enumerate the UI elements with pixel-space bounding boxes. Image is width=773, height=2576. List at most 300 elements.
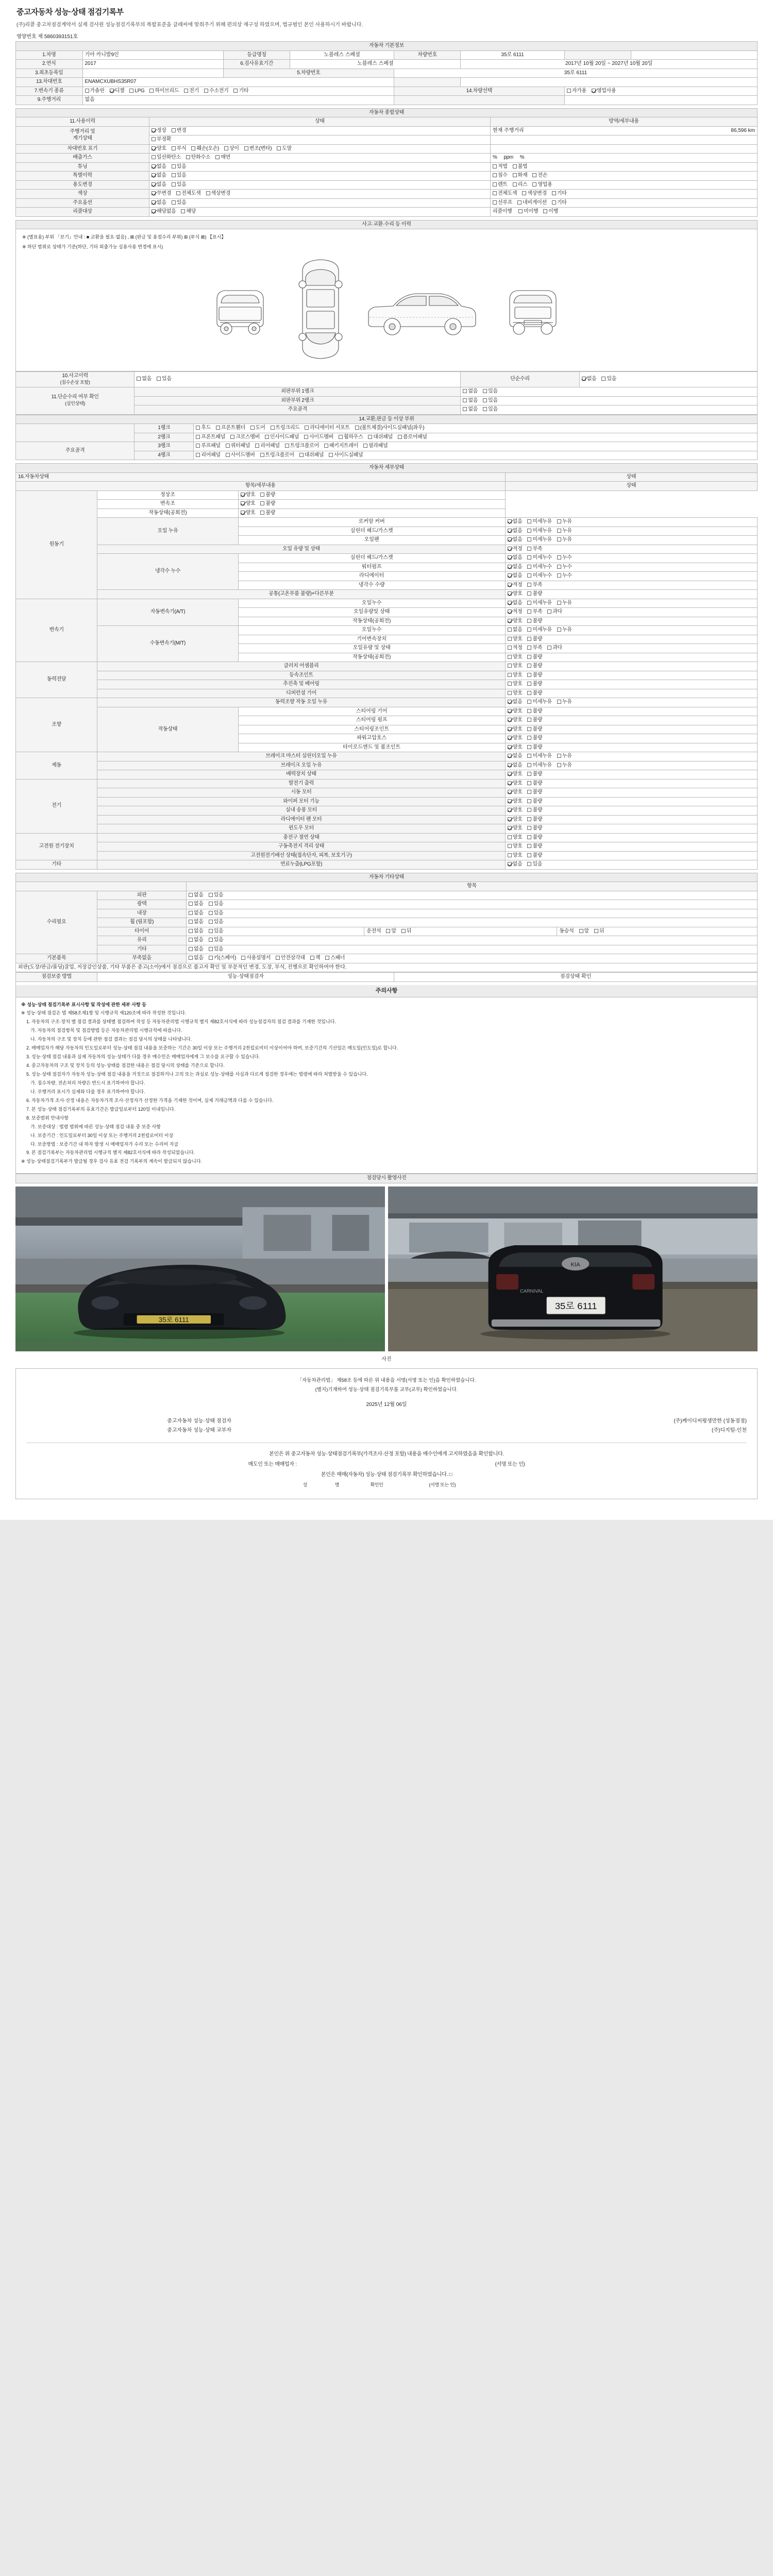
opt-vin-good[interactable]: 양호 bbox=[152, 146, 166, 152]
opt-양호[interactable]: 양호 bbox=[241, 501, 256, 507]
checkbox[interactable] bbox=[508, 781, 512, 785]
parts-rank-2-items[interactable] bbox=[194, 433, 758, 442]
checkbox[interactable] bbox=[508, 862, 512, 866]
opt-vin-damage[interactable]: 훼손(오손) bbox=[191, 146, 219, 152]
checkbox[interactable] bbox=[527, 673, 531, 677]
opt-part-dash-panel-2[interactable]: 대쉬패널 bbox=[299, 452, 324, 459]
opt-불량[interactable]: 불량 bbox=[527, 690, 542, 697]
checkbox[interactable] bbox=[557, 628, 561, 632]
status-options[interactable] bbox=[505, 698, 757, 707]
checkbox[interactable] bbox=[508, 583, 512, 587]
status-options[interactable] bbox=[505, 779, 757, 788]
status-options[interactable] bbox=[505, 842, 757, 852]
checkbox[interactable] bbox=[527, 619, 531, 623]
special-options[interactable] bbox=[149, 172, 491, 181]
opt-불량[interactable]: 불량 bbox=[527, 843, 542, 850]
opt-누수[interactable]: 누수 bbox=[557, 555, 572, 562]
opt-양호[interactable]: 양호 bbox=[508, 735, 523, 742]
checkbox[interactable] bbox=[508, 709, 512, 713]
opt-있음[interactable]: 있음 bbox=[527, 861, 542, 868]
checkbox[interactable] bbox=[508, 555, 512, 560]
checkbox[interactable] bbox=[527, 529, 531, 533]
opt-part-pillar-panel[interactable]: 필라패널 bbox=[363, 443, 388, 450]
opt-fuel-hybrid[interactable]: 하이브리드 bbox=[149, 88, 179, 95]
opt-미세누유[interactable]: 미세누유 bbox=[527, 519, 551, 526]
checkbox[interactable] bbox=[527, 817, 531, 821]
opt-basic-spanner[interactable]: 스패너 bbox=[325, 955, 345, 962]
checkbox[interactable] bbox=[508, 619, 512, 623]
opt-양호[interactable]: 양호 bbox=[508, 681, 523, 688]
opt-불량[interactable]: 불량 bbox=[527, 744, 542, 751]
opt-없음[interactable]: 없음 bbox=[508, 528, 523, 535]
opt-불량[interactable]: 불량 bbox=[527, 853, 542, 859]
opt-color-single[interactable]: 자가용 bbox=[567, 88, 586, 95]
checkbox[interactable] bbox=[527, 790, 531, 794]
opt-recall-na[interactable]: 해당없음 bbox=[152, 209, 176, 215]
vin-mark-options[interactable] bbox=[149, 144, 491, 154]
checkbox[interactable] bbox=[527, 835, 531, 839]
opt-미세누유[interactable]: 미세누유 bbox=[527, 600, 551, 607]
opt-part-front-panel[interactable]: 프론트패널 bbox=[196, 434, 225, 441]
opt-불량[interactable]: 불량 bbox=[527, 807, 542, 814]
opt-양호[interactable]: 양호 bbox=[508, 799, 523, 805]
checkbox[interactable] bbox=[547, 646, 551, 650]
opt-color-full[interactable]: 전체도색 bbox=[176, 191, 200, 197]
usage-change-sub-options[interactable] bbox=[490, 180, 757, 190]
opt-적정[interactable]: 적정 bbox=[508, 546, 523, 553]
checkbox[interactable] bbox=[260, 501, 264, 505]
status-options[interactable] bbox=[505, 617, 757, 626]
opt-tuning-none[interactable]: 없음 bbox=[152, 164, 166, 171]
opt-fuel-etc[interactable]: 기타 bbox=[233, 88, 248, 95]
opt-etc-yes[interactable]: 있음 bbox=[209, 946, 224, 953]
opt-미세누수[interactable]: 미세누수 bbox=[527, 573, 551, 580]
opt-panel1-none[interactable]: 없음 bbox=[463, 388, 478, 395]
opt-interior-yes[interactable]: 있음 bbox=[209, 910, 224, 917]
opt-color-biz[interactable]: 영업사용 bbox=[592, 88, 616, 95]
status-options[interactable] bbox=[505, 851, 757, 860]
opt-part-front-fender[interactable]: 프론트휀더 bbox=[216, 425, 245, 432]
opt-불량[interactable]: 불량 bbox=[527, 708, 542, 715]
status-options[interactable] bbox=[505, 644, 757, 653]
status-options[interactable] bbox=[505, 707, 757, 716]
checkbox[interactable] bbox=[527, 853, 531, 857]
checkbox[interactable] bbox=[527, 727, 531, 731]
opt-vin-diff[interactable]: 상이 bbox=[224, 146, 239, 152]
opt-basic-key[interactable]: 키(스페어) bbox=[209, 955, 237, 962]
checkbox[interactable] bbox=[527, 646, 531, 650]
opt-option-etc[interactable]: 기타 bbox=[552, 200, 567, 207]
opt-양호[interactable]: 양호 bbox=[241, 492, 256, 499]
opt-usage-none[interactable]: 없음 bbox=[152, 182, 166, 189]
recall-sub-options[interactable] bbox=[490, 208, 757, 217]
checkbox[interactable] bbox=[527, 601, 531, 605]
checkbox[interactable] bbox=[557, 763, 561, 767]
parts-rank-3-items[interactable] bbox=[194, 442, 758, 451]
status-options[interactable] bbox=[505, 824, 757, 834]
opt-없음[interactable]: 없음 bbox=[508, 564, 523, 571]
opt-meter-normal[interactable]: 정상 bbox=[152, 128, 166, 134]
opt-part-rear-panel[interactable]: 리어패널 bbox=[255, 443, 279, 450]
opt-양호[interactable]: 양호 bbox=[508, 672, 523, 679]
opt-mainopt-none[interactable]: 없음 bbox=[152, 200, 166, 207]
opt-미세누수[interactable]: 미세누수 bbox=[527, 564, 551, 571]
checkbox[interactable] bbox=[508, 745, 512, 749]
opt-미세누유[interactable]: 미세누유 bbox=[527, 537, 551, 544]
checkbox[interactable] bbox=[527, 862, 531, 866]
opt-vin-mod[interactable]: 변조(변타) bbox=[244, 146, 272, 152]
extra-tire-options[interactable] bbox=[186, 927, 364, 936]
checkbox[interactable] bbox=[508, 835, 512, 839]
checkbox[interactable] bbox=[527, 682, 531, 686]
opt-불량[interactable]: 불량 bbox=[527, 717, 542, 724]
checkbox[interactable] bbox=[508, 790, 512, 794]
status-options[interactable] bbox=[505, 590, 757, 599]
opt-part-trunk-floor-2[interactable]: 트렁크플로어 bbox=[260, 452, 294, 459]
opt-없음[interactable]: 없음 bbox=[508, 519, 523, 526]
opt-불량[interactable]: 불량 bbox=[527, 672, 542, 679]
opt-누유[interactable]: 누유 bbox=[557, 537, 572, 544]
extra-wheel-options[interactable] bbox=[186, 918, 757, 927]
opt-적정[interactable]: 적정 bbox=[508, 582, 523, 589]
checkbox[interactable] bbox=[557, 754, 561, 758]
opt-usage-biz[interactable]: 영업용 bbox=[532, 182, 552, 189]
opt-부족[interactable]: 부족 bbox=[527, 546, 542, 553]
opt-frame-yes[interactable]: 있음 bbox=[483, 406, 498, 413]
status-options[interactable] bbox=[505, 833, 757, 842]
opt-불량[interactable]: 불량 bbox=[527, 681, 542, 688]
opt-part-side-member-2[interactable]: 사이드멤버 bbox=[226, 452, 255, 459]
opt-없음[interactable]: 없음 bbox=[508, 627, 523, 634]
opt-양호[interactable]: 양호 bbox=[508, 663, 523, 670]
checkbox[interactable] bbox=[527, 763, 531, 767]
opt-usage-rent[interactable]: 렌트 bbox=[493, 182, 508, 189]
opt-accident-none[interactable]: 없음 bbox=[137, 376, 152, 383]
opt-없음[interactable]: 없음 bbox=[508, 600, 523, 607]
opt-part-dash-panel[interactable]: 대쉬패널 bbox=[368, 434, 392, 441]
opt-part-package-tray[interactable]: 패키지트레이 bbox=[324, 443, 358, 450]
checkbox[interactable] bbox=[527, 537, 531, 541]
status-options[interactable] bbox=[505, 788, 757, 798]
opt-불량[interactable]: 불량 bbox=[527, 591, 542, 598]
status-options[interactable] bbox=[505, 752, 757, 761]
status-options[interactable] bbox=[505, 599, 757, 608]
opt-양호[interactable]: 양호 bbox=[508, 853, 523, 859]
opt-양호[interactable]: 양호 bbox=[508, 744, 523, 751]
opt-없음[interactable]: 없음 bbox=[508, 762, 523, 769]
status-options[interactable] bbox=[505, 626, 757, 635]
status-options[interactable] bbox=[505, 536, 757, 545]
opt-누유[interactable]: 누유 bbox=[557, 753, 572, 760]
checkbox[interactable] bbox=[508, 691, 512, 695]
opt-special-flood[interactable]: 침수 bbox=[493, 173, 508, 179]
status-options[interactable] bbox=[505, 680, 757, 689]
opt-불량[interactable]: 불량 bbox=[527, 771, 542, 778]
opt-glass-yes[interactable]: 있음 bbox=[209, 937, 224, 944]
checkbox[interactable] bbox=[508, 799, 512, 803]
opt-불량[interactable]: 불량 bbox=[527, 735, 542, 742]
status-options[interactable] bbox=[505, 635, 757, 644]
opt-part-quarter-panel[interactable]: 쿼터패널 bbox=[226, 443, 250, 450]
status-options[interactable] bbox=[505, 815, 757, 824]
opt-tire-front-l[interactable]: 앞 bbox=[386, 928, 396, 935]
status-options[interactable] bbox=[238, 500, 505, 509]
opt-simple-none[interactable]: 없음 bbox=[582, 376, 597, 383]
checkbox[interactable] bbox=[527, 591, 531, 596]
opt-interior-none[interactable]: 없음 bbox=[189, 910, 204, 917]
status-options[interactable] bbox=[505, 770, 757, 779]
checkbox[interactable] bbox=[527, 826, 531, 830]
mileage-state-options-2[interactable] bbox=[149, 135, 491, 145]
opt-part-floor-panel[interactable]: 플로어패널 bbox=[398, 434, 427, 441]
opt-양호[interactable]: 양호 bbox=[508, 591, 523, 598]
opt-없음[interactable]: 없음 bbox=[508, 861, 523, 868]
opt-emission-hc[interactable]: 탄화수소 bbox=[186, 155, 210, 161]
opt-simple-yes[interactable]: 있음 bbox=[601, 376, 616, 383]
opt-부족[interactable]: 부족 bbox=[527, 582, 542, 589]
status-options[interactable] bbox=[505, 725, 757, 734]
opt-panel2-yes[interactable]: 있음 bbox=[483, 398, 498, 404]
extra-basic-items-options[interactable] bbox=[186, 954, 757, 963]
opt-양호[interactable]: 양호 bbox=[508, 717, 523, 724]
checkbox[interactable] bbox=[527, 664, 531, 668]
extra-etc-options[interactable] bbox=[186, 945, 757, 954]
status-options[interactable] bbox=[505, 527, 757, 536]
status-options[interactable] bbox=[505, 716, 757, 725]
checkbox[interactable] bbox=[260, 493, 264, 497]
opt-recall-done[interactable]: 이행 bbox=[543, 209, 558, 215]
opt-tuning-legal[interactable]: 적법 bbox=[493, 164, 508, 171]
opt-recall-yes[interactable]: 해당 bbox=[181, 209, 196, 215]
checkbox[interactable] bbox=[241, 501, 245, 505]
special-sub-options[interactable] bbox=[490, 172, 757, 181]
opt-panel1-yes[interactable]: 있음 bbox=[483, 388, 498, 395]
opt-part-side-sill-2[interactable]: 사이드실패널 bbox=[329, 452, 363, 459]
status-options[interactable] bbox=[238, 490, 505, 500]
opt-tire-front-r[interactable]: 뒤 bbox=[401, 928, 411, 935]
checkbox[interactable] bbox=[547, 609, 551, 614]
opt-양호[interactable]: 양호 bbox=[508, 726, 523, 733]
checkbox[interactable] bbox=[557, 519, 561, 523]
checkbox[interactable] bbox=[527, 609, 531, 614]
opt-part-cross-member[interactable]: 크로스멤버 bbox=[230, 434, 260, 441]
opt-color-nochange[interactable]: 무변경 bbox=[152, 191, 171, 197]
status-options[interactable] bbox=[238, 509, 505, 518]
opt-양호[interactable]: 양호 bbox=[508, 636, 523, 643]
status-options[interactable] bbox=[505, 734, 757, 743]
extra-interior-options[interactable] bbox=[186, 909, 757, 918]
opt-양호[interactable]: 양호 bbox=[508, 807, 523, 814]
opt-etc-none[interactable]: 없음 bbox=[189, 946, 204, 953]
main-option-sub[interactable] bbox=[490, 198, 757, 208]
opt-양호[interactable]: 양호 bbox=[508, 825, 523, 832]
accident-history-options[interactable] bbox=[135, 372, 461, 387]
opt-과다[interactable]: 과다 bbox=[547, 645, 562, 652]
checkbox[interactable] bbox=[527, 628, 531, 632]
opt-tuning-yes[interactable]: 있음 bbox=[172, 164, 187, 171]
opt-미세누유[interactable]: 미세누유 bbox=[527, 762, 551, 769]
opt-recall-notdone[interactable]: 미이행 bbox=[518, 209, 538, 215]
opt-outer-yes[interactable]: 있음 bbox=[209, 892, 224, 899]
checkbox[interactable] bbox=[508, 646, 512, 650]
opt-meter-inaccurate[interactable]: 부정확 bbox=[152, 137, 171, 143]
opt-누유[interactable]: 누유 bbox=[557, 600, 572, 607]
checkbox[interactable] bbox=[527, 573, 531, 578]
opt-없음[interactable]: 없음 bbox=[508, 753, 523, 760]
opt-적정[interactable]: 적정 bbox=[508, 609, 523, 616]
opt-양호[interactable]: 양호 bbox=[508, 817, 523, 823]
outer-panel-2-options[interactable] bbox=[461, 396, 758, 405]
tuning-sub-options[interactable] bbox=[490, 162, 757, 172]
opt-부족[interactable]: 부족 bbox=[527, 645, 542, 652]
simple-repair-options[interactable] bbox=[579, 372, 757, 387]
checkbox[interactable] bbox=[508, 537, 512, 541]
opt-part-hood[interactable]: 후드 bbox=[196, 425, 211, 432]
opt-누유[interactable]: 누유 bbox=[557, 762, 572, 769]
opt-wheel-none[interactable]: 없음 bbox=[189, 919, 204, 926]
color-sub-options[interactable] bbox=[490, 190, 757, 199]
opt-wheel-yes[interactable]: 있음 bbox=[209, 919, 224, 926]
opt-과다[interactable]: 과다 bbox=[547, 609, 562, 616]
checkbox[interactable] bbox=[508, 591, 512, 596]
opt-glass-none[interactable]: 없음 bbox=[189, 937, 204, 944]
checkbox[interactable] bbox=[527, 637, 531, 641]
opt-part-door[interactable]: 도어 bbox=[250, 425, 265, 432]
emission-options[interactable] bbox=[149, 154, 491, 163]
status-options[interactable] bbox=[505, 797, 757, 806]
checkbox[interactable] bbox=[508, 763, 512, 767]
opt-vin-corrosion[interactable]: 부식 bbox=[172, 146, 187, 152]
opt-적정[interactable]: 적정 bbox=[508, 645, 523, 652]
opt-tire-rear-r[interactable]: 뒤 bbox=[594, 928, 604, 935]
opt-part-rear-panel-2[interactable]: 리어패널 bbox=[196, 452, 220, 459]
status-options[interactable] bbox=[505, 806, 757, 816]
opt-fuel-diesel[interactable]: 디젤 bbox=[110, 88, 125, 95]
opt-불량[interactable]: 불량 bbox=[527, 817, 542, 823]
status-options[interactable] bbox=[505, 761, 757, 770]
opt-vin-erase[interactable]: 도말 bbox=[277, 146, 292, 152]
opt-fuel-lpg[interactable]: LPG bbox=[129, 88, 144, 95]
checkbox[interactable] bbox=[557, 565, 561, 569]
checkbox[interactable] bbox=[557, 700, 561, 704]
opt-불량[interactable]: 불량 bbox=[527, 636, 542, 643]
opt-불량[interactable]: 불량 bbox=[527, 825, 542, 832]
checkbox[interactable] bbox=[508, 817, 512, 821]
opt-불량[interactable]: 불량 bbox=[260, 510, 275, 517]
photo-rear[interactable] bbox=[388, 1187, 758, 1351]
opt-없음[interactable]: 없음 bbox=[508, 699, 523, 706]
opt-special-none[interactable]: 없음 bbox=[152, 173, 166, 179]
checkbox[interactable] bbox=[557, 529, 561, 533]
mileage-state-options[interactable] bbox=[149, 126, 491, 135]
checkbox[interactable] bbox=[527, 781, 531, 785]
checkbox[interactable] bbox=[508, 565, 512, 569]
opt-없음[interactable]: 없음 bbox=[508, 573, 523, 580]
status-options[interactable] bbox=[505, 662, 757, 671]
opt-color-changed[interactable]: 색상변경 bbox=[206, 191, 230, 197]
checkbox[interactable] bbox=[557, 601, 561, 605]
opt-불량[interactable]: 불량 bbox=[527, 654, 542, 661]
opt-미세누유[interactable]: 미세누유 bbox=[527, 627, 551, 634]
opt-color-sub-full[interactable]: 전체도색 bbox=[493, 191, 517, 197]
photo-front[interactable] bbox=[15, 1187, 385, 1351]
transmission-options[interactable] bbox=[82, 87, 394, 96]
checkbox[interactable] bbox=[527, 772, 531, 776]
opt-color-sub-etc[interactable]: 기타 bbox=[552, 191, 567, 197]
status-options[interactable] bbox=[505, 671, 757, 680]
opt-tire-rear-l[interactable]: 앞 bbox=[579, 928, 589, 935]
opt-sunroof[interactable]: 선루프 bbox=[493, 200, 512, 207]
checkbox[interactable] bbox=[527, 547, 531, 551]
checkbox[interactable] bbox=[527, 808, 531, 812]
tuning-options[interactable] bbox=[149, 162, 491, 172]
usage-change-options[interactable] bbox=[149, 180, 491, 190]
opt-fuel-electric[interactable]: 전기 bbox=[184, 88, 199, 95]
status-options[interactable] bbox=[505, 581, 757, 590]
opt-미세누유[interactable]: 미세누유 bbox=[527, 753, 551, 760]
extra-glass-options[interactable] bbox=[186, 936, 757, 945]
checkbox[interactable] bbox=[508, 772, 512, 776]
checkbox[interactable] bbox=[508, 628, 512, 632]
parts-rank-4-items[interactable] bbox=[194, 451, 758, 460]
opt-usage-lease[interactable]: 리스 bbox=[513, 182, 528, 189]
opt-불량[interactable]: 불량 bbox=[527, 781, 542, 787]
opt-polish-none[interactable]: 없음 bbox=[189, 901, 204, 908]
opt-special-yes[interactable]: 있음 bbox=[172, 173, 187, 179]
opt-part-side-sill[interactable]: (볼트체결)사이드실패널(좌우) bbox=[355, 425, 424, 432]
checkbox[interactable] bbox=[508, 655, 512, 659]
opt-basic-triangle[interactable]: 안전삼각대 bbox=[276, 955, 305, 962]
opt-tuning-illegal[interactable]: 불법 bbox=[513, 164, 528, 171]
opt-미세누수[interactable]: 미세누수 bbox=[527, 555, 551, 562]
opt-emission-co[interactable]: 일산화탄소 bbox=[152, 155, 181, 161]
status-options[interactable] bbox=[505, 608, 757, 617]
checkbox[interactable] bbox=[508, 736, 512, 740]
opt-양호[interactable]: 양호 bbox=[508, 771, 523, 778]
opt-양호[interactable]: 양호 bbox=[241, 510, 256, 517]
status-options[interactable] bbox=[505, 563, 757, 572]
checkbox[interactable] bbox=[508, 547, 512, 551]
opt-양호[interactable]: 양호 bbox=[508, 654, 523, 661]
opt-mainopt-yes[interactable]: 있음 bbox=[172, 200, 187, 207]
parts-rank-1-items[interactable] bbox=[194, 424, 758, 433]
opt-불량[interactable]: 불량 bbox=[527, 618, 542, 625]
checkbox[interactable] bbox=[527, 718, 531, 722]
opt-part-trunk-floor[interactable]: 트렁크플로어 bbox=[285, 443, 319, 450]
opt-부족[interactable]: 부족 bbox=[527, 609, 542, 616]
outer-panel-1-options[interactable] bbox=[461, 387, 758, 397]
checkbox[interactable] bbox=[241, 511, 245, 515]
extra-polish-options[interactable] bbox=[186, 900, 757, 909]
opt-불량[interactable]: 불량 bbox=[527, 663, 542, 670]
opt-special-total[interactable]: 전손 bbox=[532, 173, 547, 179]
opt-없음[interactable]: 없음 bbox=[508, 537, 523, 544]
options-values[interactable] bbox=[564, 87, 757, 96]
opt-part-wheel-house[interactable]: 휠하우스 bbox=[339, 434, 363, 441]
checkbox[interactable] bbox=[241, 493, 245, 497]
status-options[interactable] bbox=[505, 572, 757, 581]
opt-없음[interactable]: 없음 bbox=[508, 555, 523, 562]
checkbox[interactable] bbox=[527, 754, 531, 758]
main-option-options[interactable] bbox=[149, 198, 491, 208]
status-options[interactable] bbox=[505, 545, 757, 554]
checkbox[interactable] bbox=[527, 655, 531, 659]
checkbox[interactable] bbox=[527, 799, 531, 803]
checkbox[interactable] bbox=[527, 565, 531, 569]
opt-outer-none[interactable]: 없음 bbox=[189, 892, 204, 899]
opt-tire-none[interactable]: 없음 bbox=[189, 928, 204, 935]
checkbox[interactable] bbox=[527, 709, 531, 713]
